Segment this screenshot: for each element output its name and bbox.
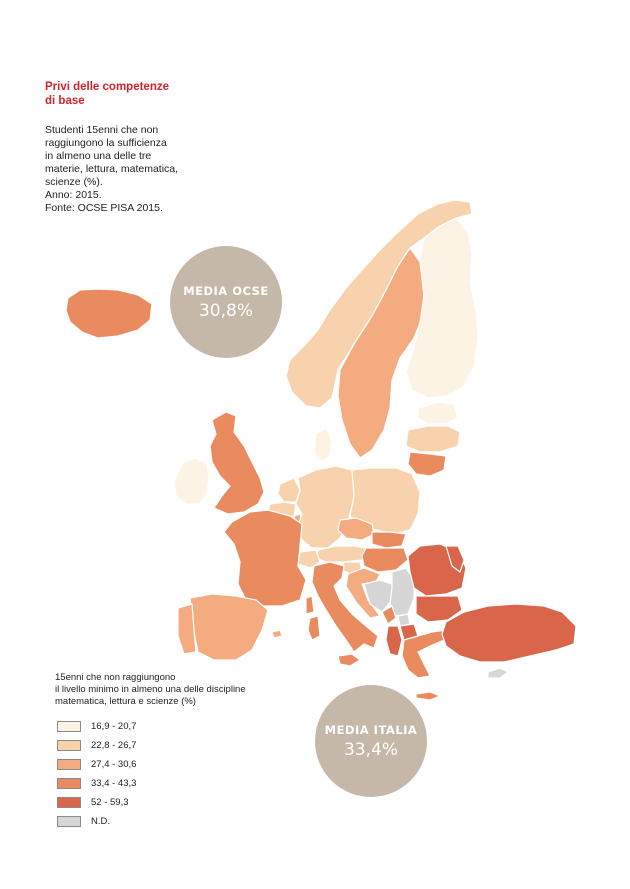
description-line: Studenti 15enni che non — [45, 124, 159, 136]
legend-label: N.D. — [91, 816, 110, 827]
country-slovakia — [372, 532, 406, 548]
legend-swatch — [57, 721, 81, 732]
legend-item — [57, 793, 136, 812]
italia-average-bubble — [315, 685, 427, 797]
legend-title-line: 15enni che non raggiungono — [55, 672, 176, 683]
country-netherlands — [278, 478, 300, 502]
title-line: di base — [45, 95, 85, 107]
country-latvia — [406, 426, 460, 452]
legend-item — [57, 812, 136, 831]
ocse-average-bubble — [170, 246, 282, 358]
legend-swatch — [57, 740, 81, 751]
description-line: raggiungono la sufficienza — [45, 137, 167, 149]
description-line: Fonte: OCSE PISA 2015. — [45, 202, 163, 214]
description-line: materie, lettura, matematica, — [45, 163, 179, 175]
legend-swatch — [57, 797, 81, 808]
country-estonia — [418, 402, 458, 424]
legend-item — [57, 736, 136, 755]
legend-item — [57, 755, 136, 774]
italia-average-value: 33,4% — [343, 739, 398, 760]
legend — [57, 717, 136, 831]
country-austria — [316, 546, 366, 562]
country-hungary — [362, 548, 408, 572]
title-line: Privi delle competenze — [45, 81, 169, 93]
island-sardinia — [308, 616, 320, 640]
country-united-kingdom — [210, 412, 264, 514]
country-albania — [386, 626, 402, 656]
description-line: in almeno una delle tre — [45, 150, 152, 162]
description-line: Anno: 2015. — [45, 189, 102, 201]
legend-label: 27,4 - 30,6 — [91, 759, 137, 770]
legend-item — [57, 717, 136, 736]
island-balearic — [272, 630, 282, 638]
country-kosovo — [398, 614, 410, 626]
island-corsica — [306, 596, 314, 614]
country-lithuania — [408, 452, 446, 476]
description-line: scienze (%). — [45, 176, 103, 188]
ocse-average-label: MEDIA OCSE — [183, 283, 269, 298]
legend-swatch — [57, 816, 81, 827]
country-denmark — [314, 428, 332, 462]
legend-title-line: il livello minimo in almeno una delle discipline — [55, 684, 246, 695]
legend-title-line: matematica, lettura e scienze (%) — [55, 696, 196, 707]
italia-average-label: MEDIA ITALIA — [324, 722, 418, 737]
country-ireland — [174, 458, 209, 504]
country-spain — [190, 594, 268, 660]
legend-label: 16,9 - 20,7 — [91, 721, 137, 732]
legend-label: 33,4 - 43,3 — [91, 778, 137, 789]
country-cyprus — [488, 668, 508, 678]
island-sicily — [338, 654, 360, 666]
country-france — [224, 510, 306, 606]
country-iceland — [66, 289, 152, 338]
legend-swatch — [57, 759, 81, 770]
country-turkey — [442, 604, 576, 662]
legend-item — [57, 774, 136, 793]
ocse-average-value: 30,8% — [198, 300, 253, 321]
legend-label: 22,8 - 26,7 — [91, 740, 137, 751]
legend-swatch — [57, 778, 81, 789]
island-crete — [416, 692, 440, 700]
legend-title — [55, 672, 305, 708]
legend-label: 52 - 59,3 — [91, 797, 129, 808]
